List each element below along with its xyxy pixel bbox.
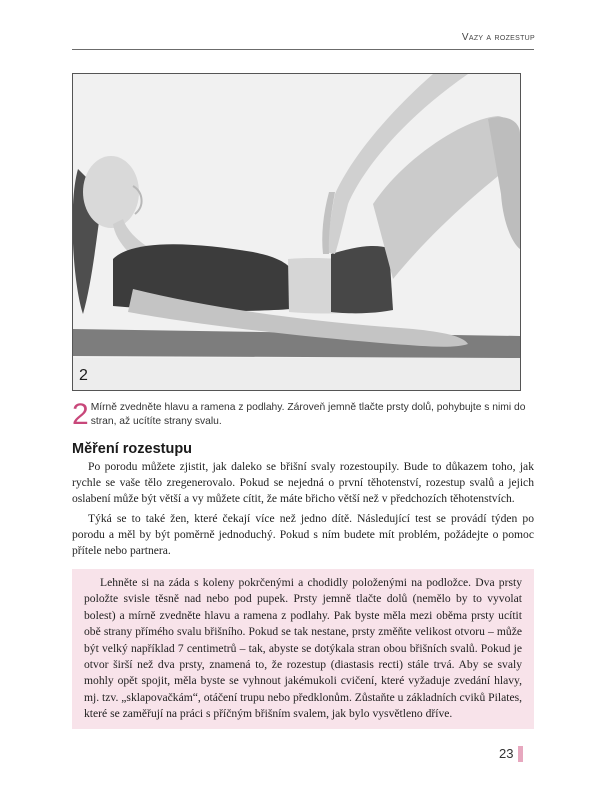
section-heading: Měření rozestupu: [72, 441, 193, 457]
figure-caption: [72, 398, 537, 431]
body-text: [72, 459, 534, 562]
page-number: 23: [499, 746, 514, 761]
page-accent-mark: [518, 746, 523, 762]
caption-text: Mírně zvedněte hlavu a ramena z podlahy. Zároveň jemně tlačte prsty dolů, pohybujte s nimi do stran, až ucítíte strany svalu.: [90, 402, 526, 427]
body-paragraph: Po porodu můžete zjistit, jak daleko se břišní svaly rozestoupily. Bude to důkazem toho, jak rychle se vaše tělo zregenerovalo. Pokud se nejedná o první těhotenství, rozestup svalů a jejich oslabení může být větší a vy můžete cítit, že máte břicho větší než v předchozích těhotenstvích.: [72, 460, 534, 506]
caption-number: 2: [72, 398, 89, 431]
callout-text: Lehněte si na záda s koleny pokrčenými a chodidly položenými na podložce. Dva prsty položte svisle těsně nad nebo pod pupek. Prsty jemně tlačte dolů (nemělo by to vyvolat bolest) a mírně zvedněte hlavu a ramena z podlahy. Pak byste měla mezi oběma prsty ucítit obě strany přímého svalu břišního. Pokud se tak nestane, prsty změňte velikost otvoru – může být velký například 7 centimetrů – tak, abyste se dotýkala stran obou břišních svalů. Pokud je otvor širší než dva prsty, znamená to, že rozestup (diastasis recti) stále trvá. Aby se svaly mohly opět spojit, měla byste se vyhnout jakémukoli cvičení, které vyžaduje zvedání hlavy, mj. tzv. „sklapovačkám“, otáčení trupu nebo předklonům. Zůstaňte u základních cviků Pilates, které se zaměřují na práci s příčným břišním svalem, jak bylo vysvětleno dříve.: [84, 576, 522, 721]
running-head: Vazy a rozestup: [461, 32, 535, 43]
figure-number: 2: [79, 367, 88, 384]
exercise-photo: [72, 73, 521, 391]
instruction-callout: [72, 569, 534, 729]
exercise-photo-icon: [73, 74, 520, 390]
body-paragraph: Týká se to také žen, které čekají více než jedno dítě. Následující test se provádí týden po porodu a měl by být poměrně jednoduchý. Pokud s ním budete mít problém, požádejte o pomoc přítele nebo partnera.: [72, 511, 534, 558]
header-rule: [72, 49, 534, 50]
